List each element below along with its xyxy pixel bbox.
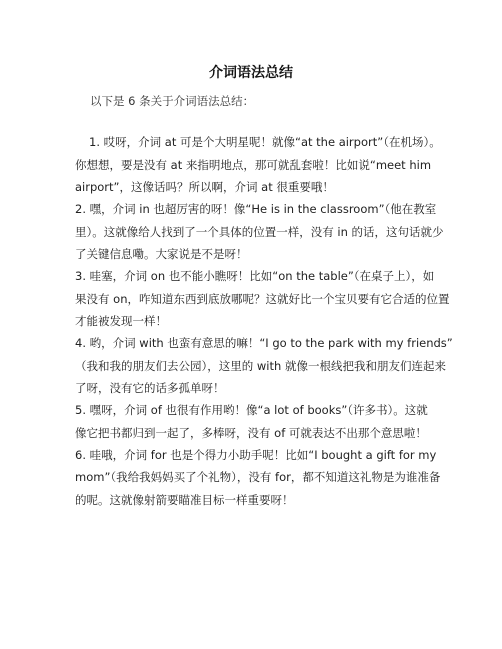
grammar-rule-item xyxy=(75,265,450,333)
grammar-rule-line: 1. 哎呀，介词 at 可是个大明星呢！就像“at the airport”（在机场）。 xyxy=(89,135,441,149)
grammar-rule-line: 4. 哟，介词 with 也蛮有意思的嘛！“I go to the park with my friends” xyxy=(75,336,453,350)
grammar-rule-item xyxy=(75,198,444,266)
grammar-rule-line: mom”（我给我妈妈买了个礼物），没有 for，都不知道这礼物是为谁准备 xyxy=(75,470,441,484)
grammar-rule-line: 2. 嘿，介词 in 也超厉害的呀！像“He is in the classroom”（他在教室 xyxy=(75,202,437,216)
document-intro: 以下是 6 条关于介词语法总结： xyxy=(90,94,255,108)
grammar-rule-item xyxy=(75,399,428,444)
grammar-rule-line: 6. 哇哦，介词 for 也是个得力小助手呢！比如“I bought a gift for my xyxy=(75,447,437,462)
grammar-rule-line: 果没有 on，咋知道东西到底放哪呢？这就好比一个宝贝要有它合适的位置 xyxy=(75,291,450,306)
document-title: 介词语法总结 xyxy=(209,65,293,81)
grammar-rule-line: 才能被发现一样！ xyxy=(75,314,167,328)
grammar-rule-line: 5. 嘿呀，介词 of 也很有作用哟！像“a lot of books”（许多书）。这就 xyxy=(75,403,428,417)
grammar-rule-item xyxy=(75,131,441,199)
grammar-rule-line: 里）。这就像给人找到了一个具体的位置一样，没有 in 的话，这句话就少 xyxy=(75,224,444,239)
grammar-rule-list xyxy=(75,131,453,511)
grammar-rule-line: 你想想，要是没有 at 来指明地点，那可就乱套啦！比如说“meet him xyxy=(75,157,432,172)
grammar-rule-line: （我和我的朋友们去公园），这里的 with 就像一根线把我和朋友们连起来 xyxy=(75,358,446,373)
grammar-rule-line: 像它把书都归到一起了，多棒呀，没有 of 可就表达不出那个意思啦！ xyxy=(75,425,427,440)
grammar-rule-item xyxy=(75,444,441,512)
grammar-rule-line: 的呢。这就像射箭要瞄准目标一样重要呀！ xyxy=(75,492,294,507)
grammar-rule-line: 3. 哇塞，介词 on 也不能小瞧呀！比如“on the table”（在桌子上），如 xyxy=(75,269,435,283)
grammar-rule-line: airport”，这像话吗？所以啊，介词 at 很重要哦！ xyxy=(75,180,334,194)
grammar-rule-line: 了关键信息嘞。大家说是不是呀！ xyxy=(75,247,248,261)
grammar-rule-item xyxy=(75,332,453,400)
grammar-rule-line: 了呀，没有它的话多孤单呀！ xyxy=(75,381,225,395)
